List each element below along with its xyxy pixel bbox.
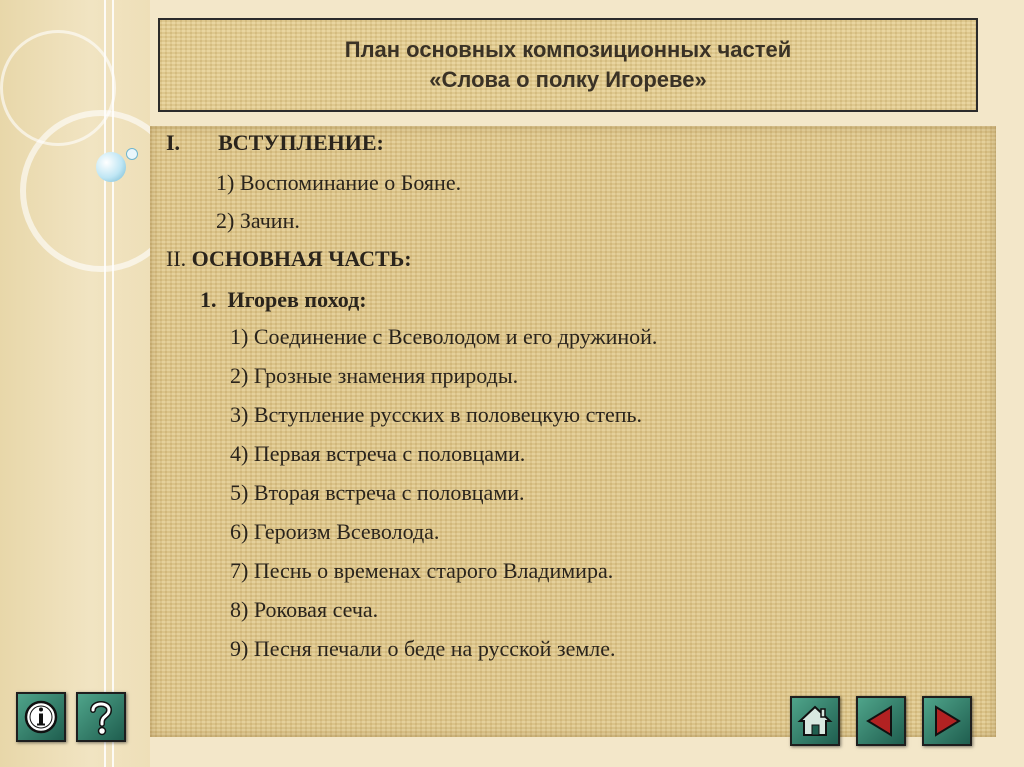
title-line-2: «Слова о полку Игореве» xyxy=(429,67,707,92)
next-button[interactable] xyxy=(922,696,972,746)
section-1-heading xyxy=(166,130,384,156)
title-line-1: План основных композиционных частей xyxy=(344,37,792,62)
section-2-number: II. xyxy=(166,246,187,271)
list-item: 9) Песня печали о беде на русской земле. xyxy=(230,636,616,661)
list-item: 4) Первая встреча с половцами. xyxy=(230,441,526,466)
triangle-left-icon xyxy=(858,698,904,744)
list-item: 2) Зачин. xyxy=(216,208,300,233)
decor-bubble xyxy=(126,148,138,160)
triangle-right-icon xyxy=(924,698,970,744)
list-item: 7) Песнь о временах старого Владимира. xyxy=(230,558,614,583)
section-2-label: ОСНОВНАЯ ЧАСТЬ: xyxy=(191,246,412,271)
previous-button[interactable] xyxy=(856,696,906,746)
help-button[interactable] xyxy=(76,692,126,742)
section-1-label: ВСТУПЛЕНИЕ: xyxy=(218,130,384,155)
info-button[interactable] xyxy=(16,692,66,742)
section-1-number: I. xyxy=(166,130,181,155)
info-icon xyxy=(18,694,64,740)
home-button[interactable] xyxy=(790,696,840,746)
decor-bubble xyxy=(96,152,126,182)
home-icon xyxy=(792,698,838,744)
subsection-1-number: 1. xyxy=(200,287,217,312)
list-item: 1) Воспоминание о Бояне. xyxy=(216,170,462,195)
list-item: 3) Вступление русских в половецкую степь. xyxy=(230,402,643,427)
question-icon xyxy=(78,694,124,740)
list-item: 1) Соединение с Всеволодом и его дружиной. xyxy=(230,324,658,349)
title-box xyxy=(158,18,978,112)
list-item: 6) Героизм Всеволода. xyxy=(230,519,440,544)
subsection-1-heading xyxy=(200,287,367,313)
subsection-1-label: Игорев поход: xyxy=(227,287,367,312)
list-item: 8) Роковая сеча. xyxy=(230,597,379,622)
list-item: 5) Вторая встреча с половцами. xyxy=(230,480,525,505)
content-panel xyxy=(150,126,996,737)
list-item: 2) Грозные знамения природы. xyxy=(230,363,519,388)
decor-ring xyxy=(0,30,116,146)
section-2-heading xyxy=(166,246,412,272)
